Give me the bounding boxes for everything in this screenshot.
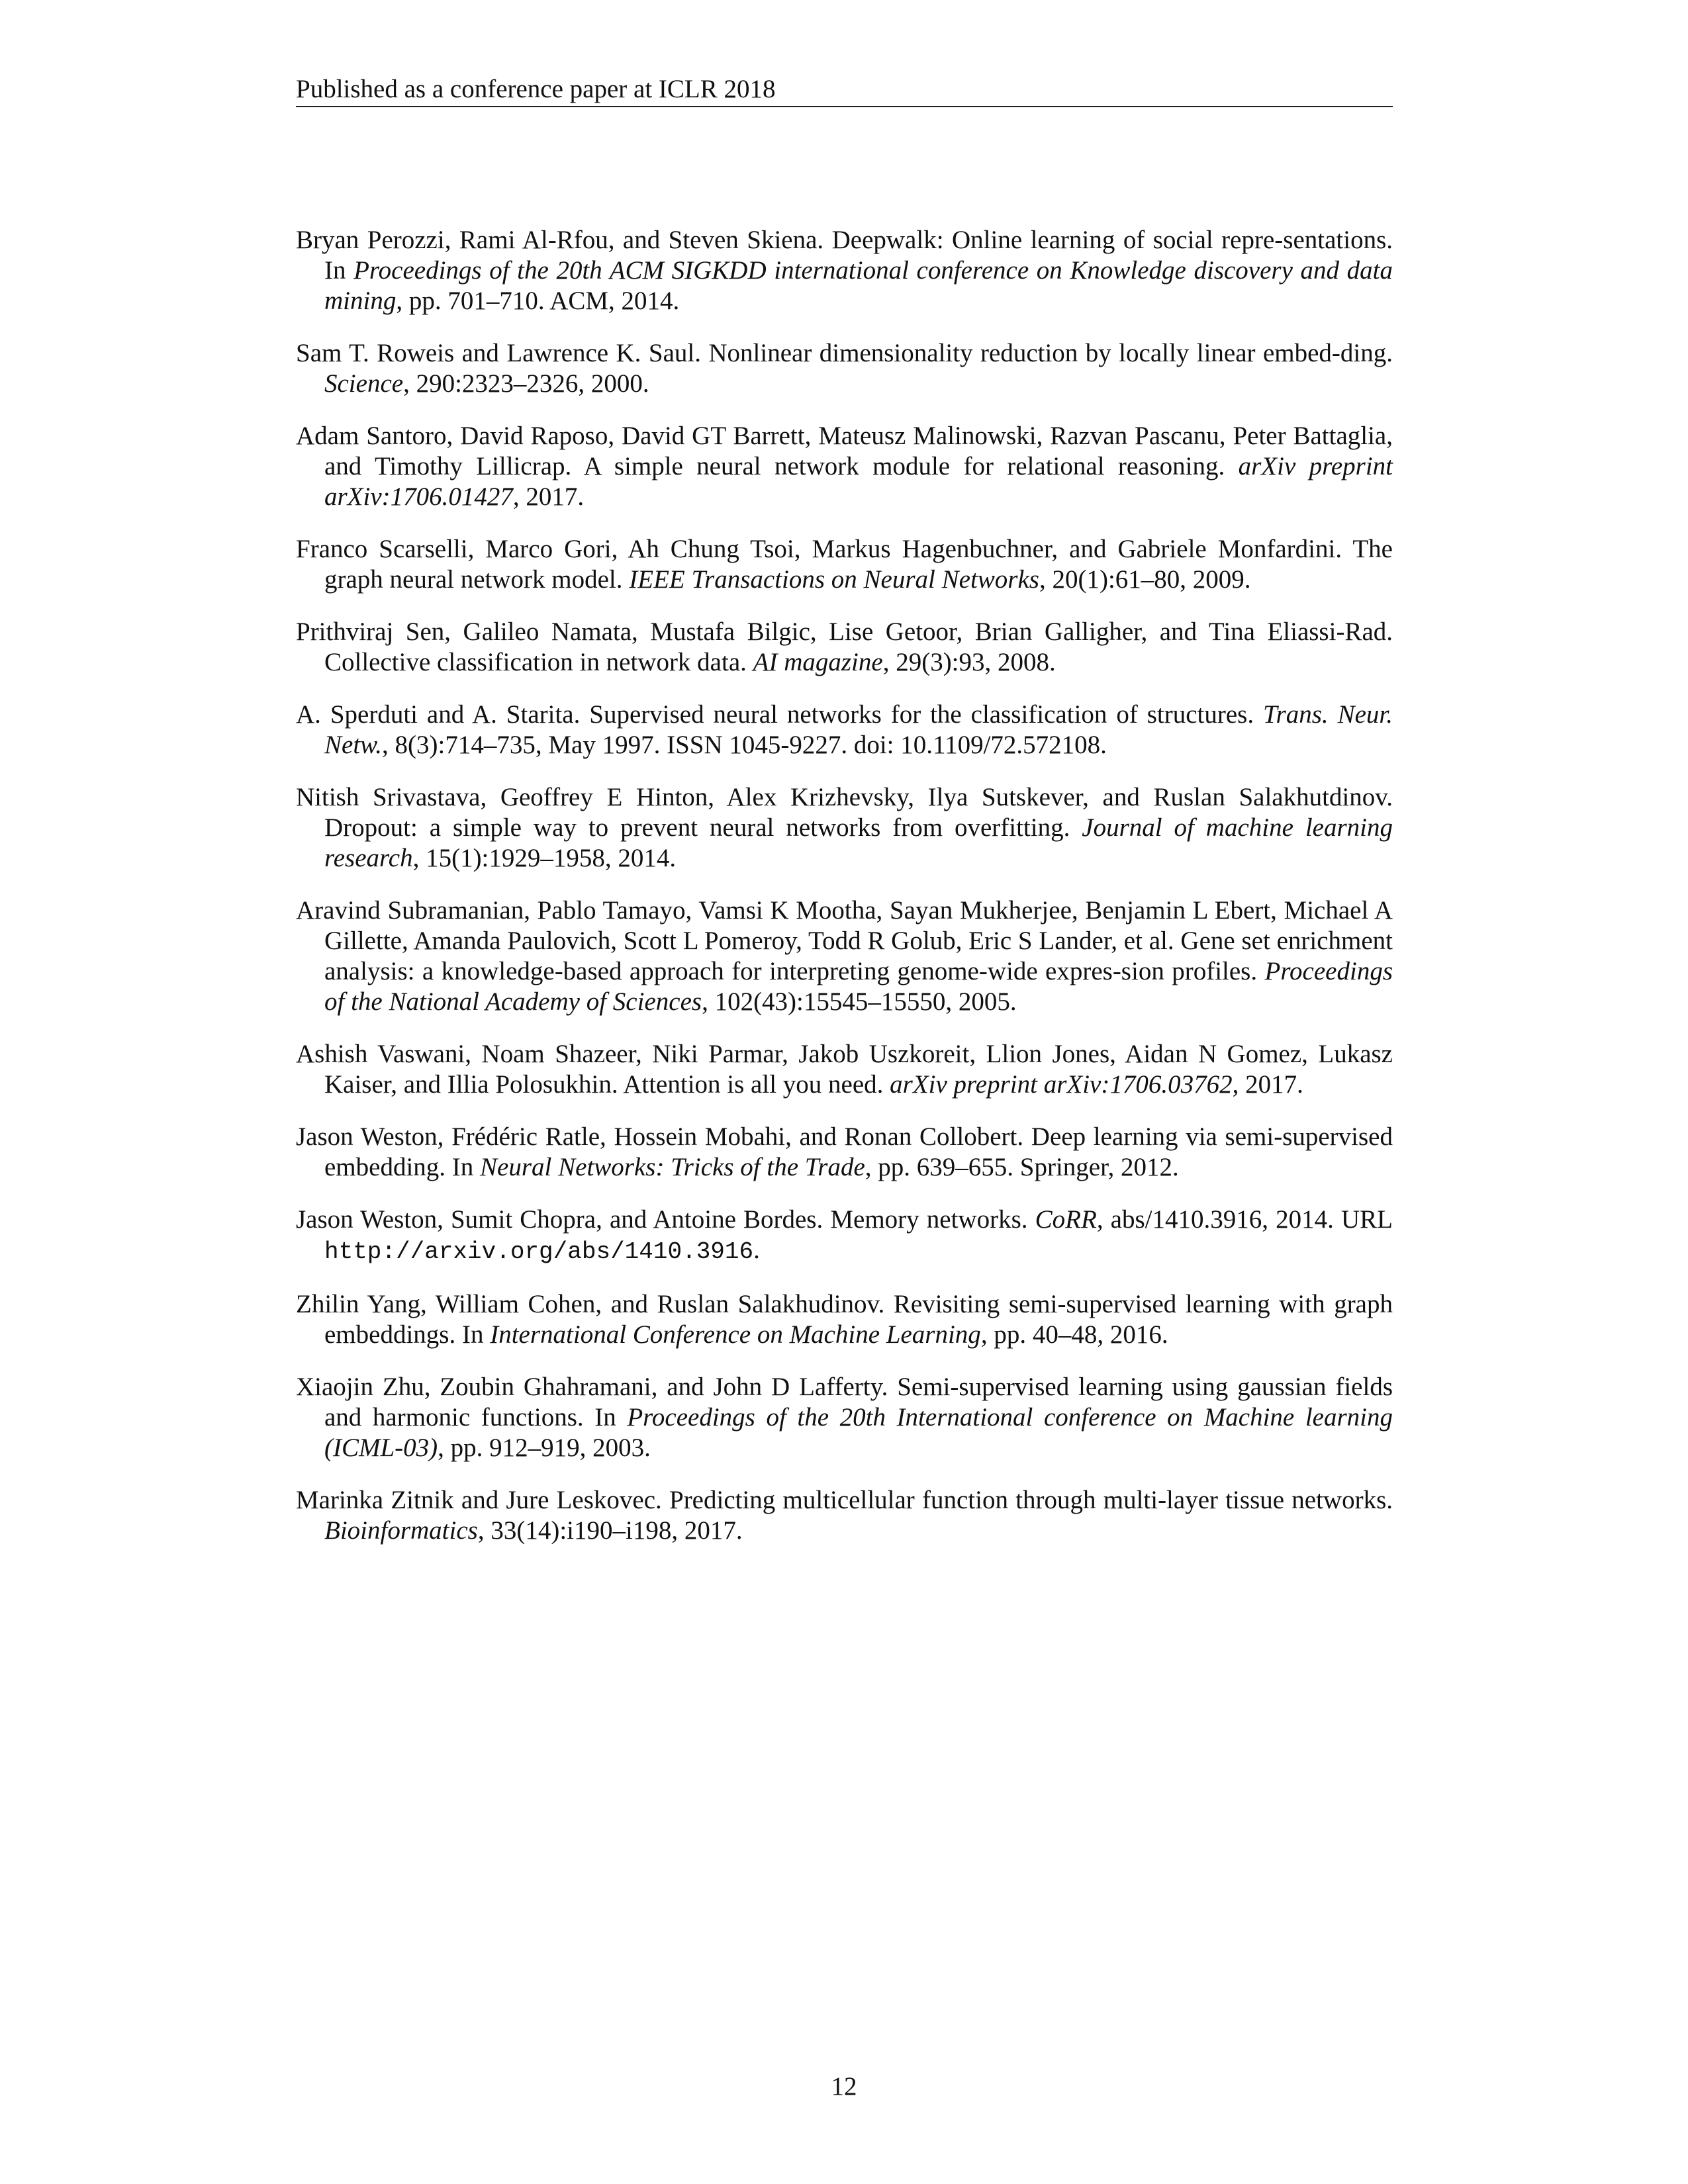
reference-venue: Science [324,369,404,398]
reference-text: Franco Scarselli, Marco Gori, Ah Chung Tsoi, Markus Hagenbuchner, and Gabriele Monfardini. The graph neural network model. [296,535,1393,594]
reference-item [296,895,1393,1017]
reference-venue: International Conference on Machine Learning [490,1320,981,1349]
reference-item [296,421,1393,512]
reference-details: , pp. 40–48, 2016. [980,1320,1168,1349]
reference-details: , 8(3):714–735, May 1997. ISSN 1045-9227. doi: 10.1109/72.572108. [382,731,1107,759]
reference-details: , 290:2323–2326, 2000. [403,369,649,398]
reference-details: , 102(43):15545–15550, 2005. [702,987,1017,1016]
reference-item [296,1372,1393,1463]
reference-venue: Proceedings of the 20th International conference on Machine learning (ICML-03) [324,1403,1393,1462]
reference-venue: arXiv preprint arXiv:1706.03762 [890,1070,1233,1099]
reference-text: Bryan Perozzi, Rami Al-Rfou, and Steven Skiena. Deepwalk: Online learning of social repre-sentations. In [296,226,1393,285]
page-header [296,71,1393,107]
reference-text: Jason Weston, Sumit Chopra, and Antoine Bordes. Memory networks. [296,1205,1035,1234]
reference-venue: Neural Networks: Tricks of the Trade [480,1153,865,1181]
reference-url-link[interactable]: http://arxiv.org/abs/1410.3916 [324,1238,754,1265]
reference-text: Marinka Zitnik and Jure Leskovec. Predicting multicellular function through multi-layer tissue networks. [296,1486,1393,1514]
reference-details: , pp. 701–710. ACM, 2014. [396,287,680,315]
reference-text: A. Sperduti and A. Starita. Supervised neural networks for the classification of structures. [296,700,1264,729]
reference-details: , 33(14):i190–i198, 2017. [477,1516,743,1545]
reference-item [296,338,1393,399]
reference-details: , abs/1410.3916, 2014. URL [1096,1205,1393,1234]
reference-tail: . [753,1236,760,1264]
reference-venue: Proceedings of the 20th ACM SIGKDD international conference on Knowledge discovery and data mining [324,256,1393,315]
reference-venue: CoRR [1035,1205,1097,1234]
reference-text: Ashish Vaswani, Noam Shazeer, Niki Parmar, Jakob Uszkoreit, Llion Jones, Aidan N Gomez, Lukasz Kaiser, and Illia Polosukhin. Attention is all you need. [296,1040,1393,1099]
reference-details: , 2017. [512,482,585,511]
reference-details: , 2017. [1232,1070,1303,1099]
reference-item [296,1485,1393,1546]
running-header: Published as a conference paper at ICLR 2018 [296,75,776,103]
reference-text: Jason Weston, Frédéric Ratle, Hossein Mobahi, and Ronan Collobert. Deep learning via semi-supervised embedding. In [296,1122,1393,1181]
reference-item [296,534,1393,595]
reference-item [296,1122,1393,1183]
reference-details: , pp. 912–919, 2003. [438,1433,651,1462]
references-list [296,225,1393,1568]
reference-venue: AI magazine [753,648,883,676]
reference-item [296,700,1393,760]
reference-text: Zhilin Yang, William Cohen, and Ruslan Salakhudinov. Revisiting semi-supervised learning with graph embeddings. In [296,1290,1393,1349]
reference-text: Xiaojin Zhu, Zoubin Ghahramani, and John D Lafferty. Semi-supervised learning using gaussian fields and harmonic functions. In [296,1373,1393,1432]
reference-item [296,1039,1393,1100]
reference-details: , 20(1):61–80, 2009. [1039,565,1251,594]
reference-text: Prithviraj Sen, Galileo Namata, Mustafa Bilgic, Lise Getoor, Brian Galligher, and Tina Eliassi-Rad. Collective classification in network data. [296,617,1393,676]
reference-venue: Trans. Neur. Netw. [324,700,1393,759]
reference-venue: Bioinformatics [324,1516,478,1545]
reference-venue: IEEE Transactions on Neural Networks [629,565,1039,594]
reference-venue: arXiv preprint arXiv:1706.01427 [324,452,1393,511]
reference-text: Nitish Srivastava, Geoffrey E Hinton, Alex Krizhevsky, Ilya Sutskever, and Ruslan Salakhutdinov. Dropout: a simple way to prevent neural networks from overfitting. [296,783,1393,842]
reference-item [296,782,1393,874]
reference-item [296,617,1393,678]
reference-venue: Journal of machine learning research [324,813,1393,872]
reference-venue: Proceedings of the National Academy of Sciences [324,957,1393,1016]
reference-text: Aravind Subramanian, Pablo Tamayo, Vamsi K Mootha, Sayan Mukherjee, Benjamin L Ebert, Michael A Gillette, Amanda Paulovich, Scott L Pomeroy, Todd R Golub, Eric S Lander, et al. Gene set enrichment analysis: a knowledge-based approach for interpreting genome-wide expres-sion profiles. [296,896,1393,985]
reference-details: , 29(3):93, 2008. [882,648,1056,676]
reference-details: , 15(1):1929–1958, 2014. [412,844,677,872]
reference-text: Sam T. Roweis and Lawrence K. Saul. Nonlinear dimensionality reduction by locally linear embed-ding. [296,339,1393,367]
reference-text: Adam Santoro, David Raposo, David GT Barrett, Mateusz Malinowski, Razvan Pascanu, Peter Battaglia, and Timothy Lillicrap. A simple neural network module for relational reasoning. [296,422,1393,480]
reference-details: , pp. 639–655. Springer, 2012. [865,1153,1179,1181]
reference-item [296,1289,1393,1350]
reference-item [296,225,1393,316]
page-number: 12 [831,2072,857,2101]
reference-item [296,1205,1393,1267]
